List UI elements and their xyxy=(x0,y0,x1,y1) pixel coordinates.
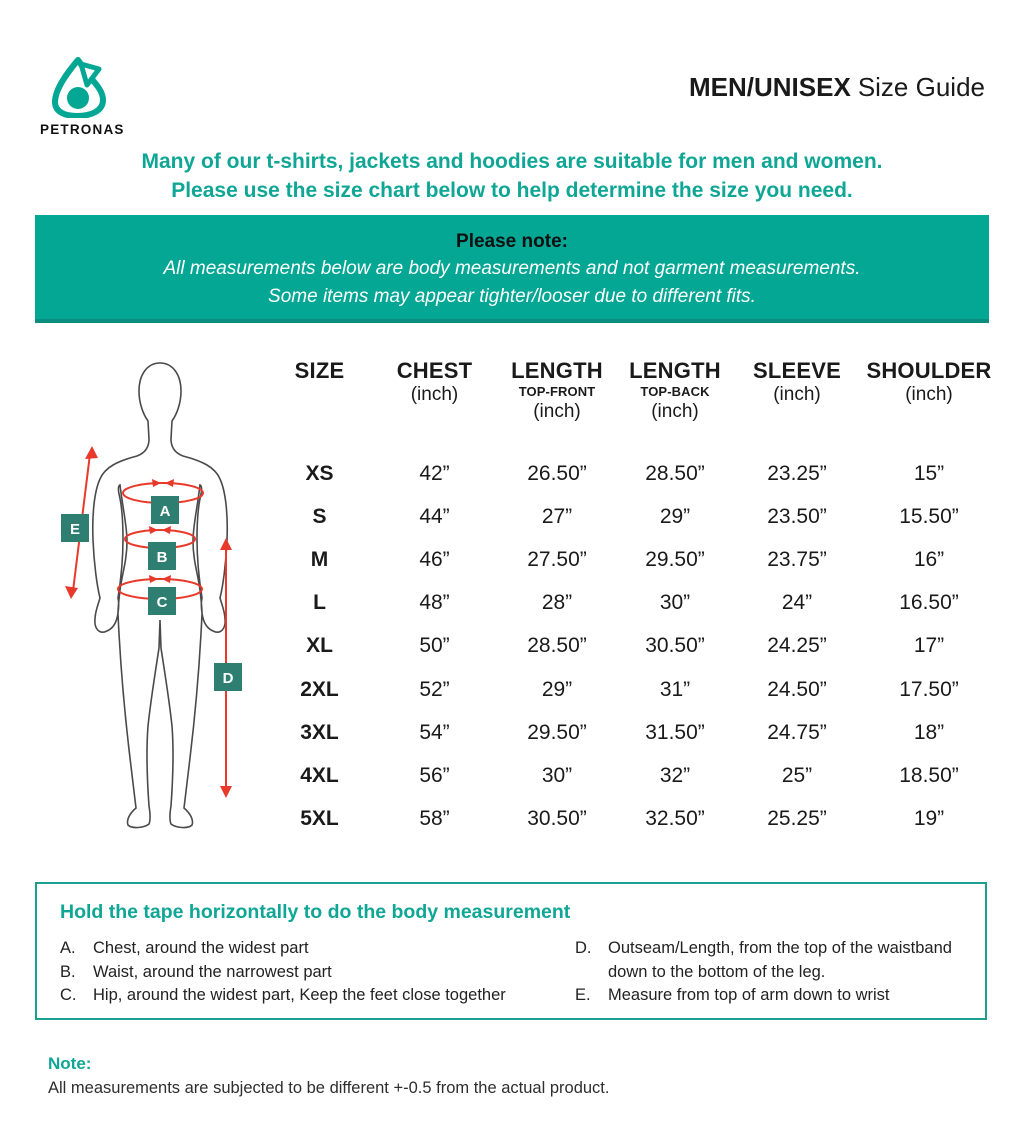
measurement-cell: 23.25” xyxy=(767,461,827,485)
measurement-cell: 29” xyxy=(541,677,573,701)
label-e: E xyxy=(69,521,81,538)
measurement-cell: 31” xyxy=(659,677,691,701)
body-measurement-diagram xyxy=(56,358,268,850)
measurement-cell: 32.50” xyxy=(645,807,705,831)
measurement-cell: 24” xyxy=(781,591,813,615)
instruction-item-a: A. Chest, around the widest part xyxy=(60,939,309,957)
measurement-cell: 46” xyxy=(419,547,450,571)
measurement-cell: 48” xyxy=(419,591,450,615)
measurement-cell: 25.25” xyxy=(767,807,827,831)
measurement-cell: 28.50” xyxy=(527,634,587,658)
intro-line-2: Please use the size chart below to help determine the size you need. xyxy=(171,179,853,202)
measurement-cell: 54” xyxy=(419,720,450,744)
measurement-cell: 17” xyxy=(913,634,945,658)
instruction-item-e: E. Measure from top of arm down to wrist xyxy=(575,986,890,1004)
label-c: C xyxy=(156,594,168,611)
instruction-item-d: D. Outseam/Length, from the top of the waistband down to the bottom of the leg. xyxy=(575,939,952,981)
measurement-cell: 27.50” xyxy=(527,547,587,571)
instruction-item-b: B. Waist, around the narrowest part xyxy=(60,962,332,981)
label-b: B xyxy=(156,549,168,566)
instruction-title: Hold the tape horizontally to do the body measurement xyxy=(60,901,571,923)
measurement-cell: 32” xyxy=(659,763,691,787)
table-row xyxy=(268,798,998,841)
size-label: M xyxy=(310,547,329,571)
intro-text xyxy=(0,147,1024,205)
size-label: S xyxy=(312,504,327,528)
instruction-item-c: C. Hip, around the widest part, Keep the feet close together xyxy=(60,986,506,1004)
petronas-drop-icon xyxy=(48,56,110,118)
page-title-regular: Size Guide xyxy=(857,72,985,102)
measurement-cell: 30.50” xyxy=(527,807,587,831)
notice-title: Please note: xyxy=(456,231,568,252)
size-label: XL xyxy=(306,634,333,658)
notice-banner xyxy=(35,215,989,323)
table-row xyxy=(268,668,998,711)
measurement-cell: 27” xyxy=(541,504,573,528)
col-shoulder: SHOULDER (inch) xyxy=(866,358,992,405)
footnote-text: All measurements are subjected to be different +-0.5 from the actual product. xyxy=(48,1079,610,1097)
measurement-cell: 28” xyxy=(541,591,573,615)
size-table-header xyxy=(268,352,998,452)
table-row xyxy=(268,495,998,538)
measurement-cell: 30.50” xyxy=(645,634,705,658)
measurement-cell: 15.50” xyxy=(899,504,959,528)
size-table xyxy=(268,352,998,841)
measurement-cell: 26.50” xyxy=(527,461,587,485)
table-row xyxy=(268,582,998,625)
measurement-cell: 16” xyxy=(913,547,945,571)
measurement-cell: 16.50” xyxy=(899,591,959,615)
notice-line-1: All measurements below are body measurements and not garment measurements. xyxy=(163,258,861,279)
diagram-labels xyxy=(61,496,242,691)
measurement-cell: 50” xyxy=(419,634,450,658)
measurement-cell: 25” xyxy=(781,763,813,787)
table-row xyxy=(268,452,998,495)
size-label: 2XL xyxy=(300,677,339,701)
measurement-cell: 24.25” xyxy=(767,634,827,658)
measurement-cell: 31.50” xyxy=(645,720,705,744)
size-label: L xyxy=(313,591,326,615)
measurement-cell: 15” xyxy=(913,461,945,485)
measurement-cell: 58” xyxy=(419,807,450,831)
size-table-body xyxy=(268,452,998,841)
measurement-cell: 44” xyxy=(419,504,450,528)
col-sleeve: SLEEVE (inch) xyxy=(752,358,841,405)
measurement-cell: 42” xyxy=(419,461,450,485)
measurement-cell: 18.50” xyxy=(899,763,959,787)
measurement-cell: 18” xyxy=(913,720,945,744)
intro-line-1: Many of our t-shirts, jackets and hoodies are suitable for men and women. xyxy=(141,150,883,173)
col-length-top-front: LENGTH TOP-FRONT (inch) xyxy=(511,358,603,422)
table-row xyxy=(268,711,998,754)
measurement-cell: 52” xyxy=(419,677,450,701)
footnote xyxy=(48,1052,609,1100)
page-title-bold: MEN/UNISEX xyxy=(689,72,851,102)
measurement-cell: 30” xyxy=(659,591,691,615)
footnote-title: Note: xyxy=(48,1054,92,1073)
label-a: A xyxy=(159,503,171,520)
page-title xyxy=(689,72,985,103)
measurement-cell: 29.50” xyxy=(645,547,705,571)
instruction-column-right xyxy=(575,937,965,1008)
table-row xyxy=(268,538,998,581)
measurement-cell: 29” xyxy=(659,504,691,528)
size-label: XS xyxy=(305,461,334,485)
size-label: 5XL xyxy=(300,807,339,831)
col-size: SIZE xyxy=(294,358,345,383)
petronas-wordmark: PETRONAS xyxy=(40,122,125,137)
notice-line-2: Some items may appear tighter/looser due to different fits. xyxy=(268,285,756,307)
measurement-cell: 28.50” xyxy=(645,461,705,485)
label-d: D xyxy=(222,670,234,687)
measurement-cell: 23.75” xyxy=(767,547,827,571)
col-chest: CHEST (inch) xyxy=(396,358,473,405)
measurement-cell: 17.50” xyxy=(899,677,959,701)
col-length-top-back: LENGTH TOP-BACK (inch) xyxy=(629,358,721,422)
measurement-cell: 24.50” xyxy=(767,677,827,701)
table-row xyxy=(268,625,998,668)
table-row xyxy=(268,754,998,797)
instruction-box xyxy=(35,882,987,1020)
measurement-cell: 23.50” xyxy=(767,504,827,528)
size-label: 4XL xyxy=(300,763,339,787)
size-label: 3XL xyxy=(300,720,339,744)
measurement-cell: 29.50” xyxy=(527,720,587,744)
measurement-cell: 19” xyxy=(913,807,945,831)
measurement-cell: 30” xyxy=(541,763,573,787)
measurement-cell: 24.75” xyxy=(767,720,827,744)
instruction-column-left xyxy=(60,937,575,1008)
petronas-logo xyxy=(40,56,150,137)
measurement-cell: 56” xyxy=(419,763,450,787)
